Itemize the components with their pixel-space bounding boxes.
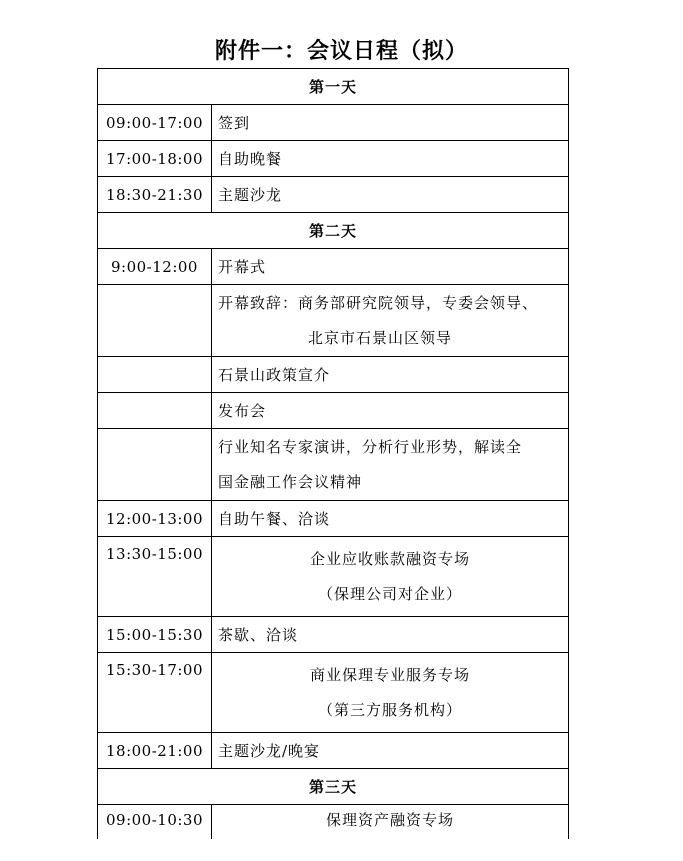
activity-line: （第三方服务机构） (318, 700, 463, 719)
activity-cell (212, 537, 569, 617)
schedule-row (98, 653, 569, 733)
day-label: 第二天 (98, 213, 569, 249)
activity-cell: 开幕式 (212, 249, 569, 285)
time-cell: 15:00-15:30 (98, 617, 212, 653)
schedule-row (98, 249, 569, 285)
time-cell (98, 429, 212, 501)
activity-cell: 保理资产融资专场 (212, 805, 569, 840)
day-header-row (98, 769, 569, 805)
activity-line: 开幕致辞：商务部研究院领导，专委会领导、 (218, 293, 539, 312)
activity-cell (212, 429, 569, 501)
time-cell (98, 357, 212, 393)
schedule-table (97, 68, 569, 839)
schedule-row (98, 501, 569, 537)
activity-cell: 主题沙龙 (212, 177, 569, 213)
activity-cell: 签到 (212, 105, 569, 141)
schedule-row (98, 805, 569, 840)
time-cell (98, 285, 212, 357)
schedule-row (98, 357, 569, 393)
day-header-row (98, 213, 569, 249)
activity-line: 行业知名专家演讲，分析行业形势，解读全 (218, 437, 523, 456)
time-cell: 09:00-10:30 (98, 805, 212, 840)
time-cell: 09:00-17:00 (98, 105, 212, 141)
document-title: 附件一：会议日程（拟） (214, 39, 468, 64)
schedule-row (98, 285, 569, 357)
time-cell: 17:00-18:00 (98, 141, 212, 177)
time-cell (98, 393, 212, 429)
time-cell: 18:00-21:00 (98, 733, 212, 769)
schedule-row (98, 177, 569, 213)
activity-line: 国金融工作会议精神 (218, 472, 363, 491)
time-cell: 18:30-21:30 (98, 177, 212, 213)
day-label: 第一天 (98, 69, 569, 105)
time-cell: 12:00-13:00 (98, 501, 212, 537)
activity-cell: 发布会 (212, 393, 569, 429)
day-label: 第三天 (98, 769, 569, 805)
activity-cell (212, 653, 569, 733)
time-cell: 9:00-12:00 (98, 249, 212, 285)
time-cell: 15:30-17:00 (98, 653, 212, 733)
activity-line: 企业应收账款融资专场 (310, 549, 471, 568)
schedule-row (98, 141, 569, 177)
schedule-row (98, 617, 569, 653)
schedule-row (98, 393, 569, 429)
activity-cell: 石景山政策宣介 (212, 357, 569, 393)
activity-line: 北京市石景山区领导 (308, 328, 453, 347)
time-cell: 13:30-15:00 (98, 537, 212, 617)
schedule-row (98, 537, 569, 617)
day-header-row (98, 69, 569, 105)
activity-line: 商业保理专业服务专场 (310, 665, 471, 684)
activity-cell: 茶歇、洽谈 (212, 617, 569, 653)
activity-cell: 自助晚餐 (212, 141, 569, 177)
schedule-row (98, 429, 569, 501)
activity-line: （保理公司对企业） (318, 584, 463, 603)
schedule-row (98, 733, 569, 769)
activity-cell: 自助午餐、洽谈 (212, 501, 569, 537)
schedule-row (98, 105, 569, 141)
activity-cell: 主题沙龙/晚宴 (212, 733, 569, 769)
activity-cell (212, 285, 569, 357)
